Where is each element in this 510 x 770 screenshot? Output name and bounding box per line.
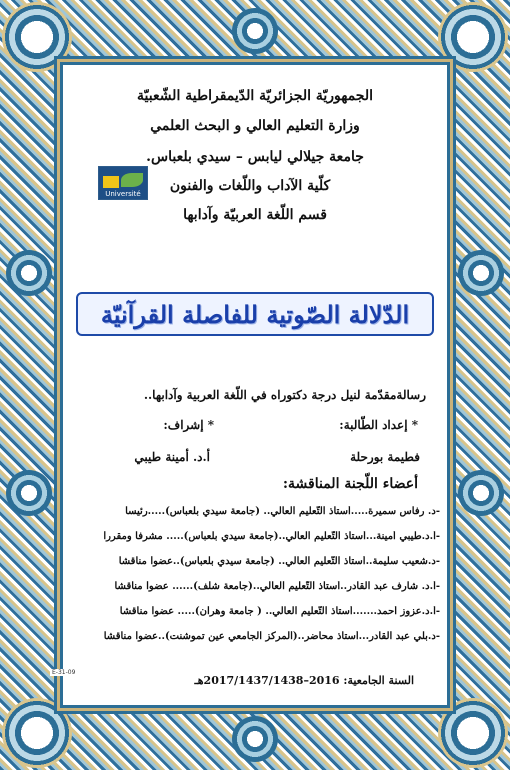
committee-member: -أ.د.عزوز أحمد.......أستاذ التّعليم العالي.. ( جامعة وهران)..... عضوا مناقشا [119,606,440,617]
committee-member: -د.بلي عبد القادر...أستاذ محاضر..(المركز الجامعي عين تموشنت)..عضوا مناقشا [103,631,440,642]
thesis-title: الدّلالة الصّوتية للفاصلة القرآنيّة [76,292,434,336]
committee-title: أعضاء اللّجنة المناقشة: [282,476,418,492]
side-medallion [458,470,504,516]
university-line: جامعة جيلالي ليابس – سيدي بلعباس. [146,149,364,165]
faculty-line: كلّية الآداب واللّغات والفنون [169,178,331,194]
side-medallion [458,250,504,296]
print-code: E-31-09 [52,669,76,676]
committee-member: -أ.د.طيبي أمينة...أستاذ التّعليم العالي..(جامعة سيدي بلعباس)..... مشرفا ومقررا [103,531,440,542]
student-name: فطيمة بورحلة [350,450,420,464]
corner-ornament [438,698,508,768]
academic-year: السنة الجامعية: 2016–2017/1437/1438هـ [194,674,414,687]
logo-text: Université [105,190,141,198]
side-medallion [6,470,52,516]
university-logo [98,166,148,200]
corner-ornament [2,698,72,768]
side-medallion [6,250,52,296]
republic-line: الجمهوريّة الجزائريّة الدّيمقراطية الشّعبيّة [136,88,373,104]
bottom-medallion [232,716,278,762]
logo-leaf-icon [121,173,143,187]
prepared-by-label: * إعداد الطّالبة: [339,418,418,432]
top-medallion [232,8,278,54]
committee-member: -د. رفاس سميرة.....أستاذ التّعليم العالي.. (جامعة سيدي بلعباس).....رئيسا [125,506,440,517]
supervisor-name: أ.د. أمينة طيبي [134,450,210,464]
logo-square-icon [103,176,119,188]
title-page [70,70,440,700]
committee-member: -أ.د. شارف عبد القادر..أستاذ التّعليم العالي..(جامعة شلف)...... عضوا مناقشا [114,581,440,592]
ministry-line: وزارة التعليم العالي و البحث العلمي [150,118,360,134]
thesis-description: رسالةمقدّمة لنيل درجة دكتوراه في اللّغة العربية وآدابها.. [143,388,426,402]
supervisor-label: * إشراف: [163,418,214,432]
committee-member: -د.شعيب سليمة..أستاذ التّعليم العالي.. (جامعة سيدي بلعباس)..عضوا مناقشا [118,556,440,567]
department-line: قسم اللّغة العربيّة وآدابها [183,207,327,223]
